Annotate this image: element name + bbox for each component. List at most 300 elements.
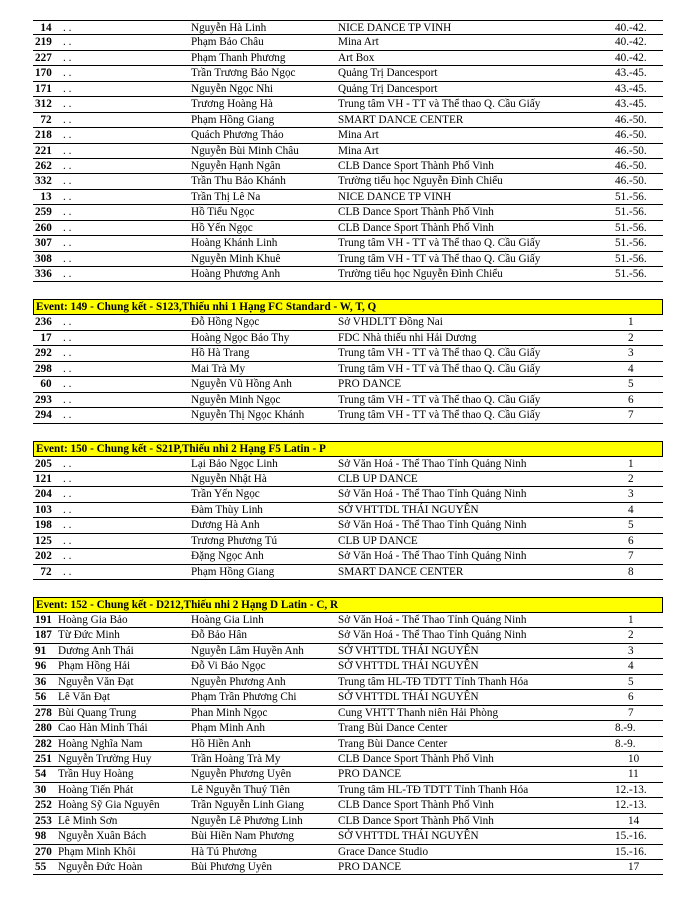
start-number: 170 <box>35 67 52 80</box>
partner-2-name: Quách Phương Thảo <box>191 129 284 142</box>
result-row <box>33 845 663 860</box>
partner-1-name: Lê Minh Sơn <box>58 814 118 827</box>
result-row <box>33 82 663 97</box>
start-number: 205 <box>35 457 52 470</box>
club-name: NICE DANCE TP VINH <box>338 190 452 203</box>
start-number: 332 <box>35 175 52 188</box>
club-name: SỞ VHTTDL THÁI NGUYÊN <box>338 691 479 704</box>
event-section <box>33 441 663 581</box>
start-number: 54 <box>35 768 47 781</box>
result-row <box>33 377 663 392</box>
placement: 43.-45. <box>615 67 647 80</box>
result-row <box>33 675 663 690</box>
placement: 6 <box>628 393 634 406</box>
partner-2-name: Phạm Hồng Giang <box>191 565 275 578</box>
event-section <box>33 597 663 875</box>
club-name: Sở Văn Hoá - Thể Thao Tỉnh Quảng Ninh <box>338 614 527 626</box>
partner-2-name: Nguyễn Phương Uyên <box>191 768 292 781</box>
start-number: 56 <box>35 691 47 704</box>
partner-1-name: Nguyễn Văn Đạt <box>58 675 134 688</box>
partner-2-name: Phan Minh Ngọc <box>191 706 268 719</box>
club-name: NICE DANCE TP VINH <box>338 22 452 34</box>
club-name: CLB UP DANCE <box>338 472 418 485</box>
partner-1-name: . . <box>63 51 72 64</box>
placement: 7 <box>628 550 634 563</box>
partner-2-name: Phạm Bảo Châu <box>191 36 264 49</box>
result-row <box>33 236 663 251</box>
placement: 4 <box>628 660 634 673</box>
partner-1-name: . . <box>63 190 72 203</box>
partner-1-name: Nguyễn Xuân Bách <box>58 830 147 843</box>
partner-1-name: . . <box>63 534 72 547</box>
club-name: SỞ VHTTDL THÁI NGUYÊN <box>338 644 479 657</box>
results-document <box>33 20 663 875</box>
placement: 5 <box>628 378 634 391</box>
club-name: SMART DANCE CENTER <box>338 565 464 578</box>
club-name: SỞ VHTTDL THÁI NGUYÊN <box>338 660 479 673</box>
result-row <box>33 690 663 705</box>
partner-1-name: . . <box>63 472 72 485</box>
placement: 10 <box>628 752 640 765</box>
partner-1-name: Hoàng Tiến Phát <box>58 783 134 796</box>
partner-2-name: Hà Tú Phương <box>191 845 257 858</box>
result-row <box>33 457 663 472</box>
placement: 1 <box>628 457 634 470</box>
result-row <box>33 51 663 66</box>
placement: 1 <box>628 614 634 626</box>
partner-1-name: Dương Anh Thái <box>58 644 134 657</box>
club-name: Mina Art <box>338 129 379 142</box>
start-number: 13 <box>40 190 52 203</box>
placement: 51.-56. <box>615 221 647 234</box>
start-number: 55 <box>35 861 47 873</box>
partner-1-name: . . <box>63 175 72 188</box>
result-row <box>33 721 663 736</box>
result-row <box>33 767 663 782</box>
placement: 4 <box>628 503 634 516</box>
partner-2-name: Trương Phương Tú <box>191 534 278 547</box>
club-name: Art Box <box>338 51 375 64</box>
start-number: 236 <box>35 316 52 329</box>
club-name: CLB UP DANCE <box>338 534 418 547</box>
club-name: Sở Văn Hoá - Thể Thao Tỉnh Quảng Ninh <box>338 550 527 563</box>
partner-2-name: Nguyễn Nhật Hà <box>191 472 267 485</box>
start-number: 36 <box>35 675 47 688</box>
partner-1-name: . . <box>63 488 72 501</box>
partner-2-name: Nguyễn Hạnh Ngân <box>191 159 281 172</box>
partner-2-name: Đỗ Vi Bảo Ngọc <box>191 660 266 673</box>
partner-1-name: . . <box>63 36 72 49</box>
club-name: Quảng Trị Dancesport <box>338 82 438 95</box>
result-row <box>33 362 663 377</box>
partner-1-name: . . <box>63 237 72 250</box>
partner-1-name: Từ Đức Minh <box>58 629 120 642</box>
start-number: 187 <box>35 629 52 642</box>
partner-1-name: . . <box>63 550 72 563</box>
partner-2-name: Hồ Yến Ngọc <box>191 221 253 234</box>
club-name: CLB Dance Sport Thành Phố Vinh <box>338 206 494 219</box>
placement: 46.-50. <box>615 159 647 172</box>
result-row <box>33 144 663 159</box>
partner-2-name: Hoàng Khánh Linh <box>191 237 278 250</box>
partner-1-name: . . <box>63 409 72 422</box>
start-number: 72 <box>40 113 52 126</box>
event-section <box>33 299 663 423</box>
placement: 6 <box>628 691 634 704</box>
club-name: CLB Dance Sport Thành Phố Vinh <box>338 159 494 172</box>
start-number: 198 <box>35 519 52 532</box>
partner-1-name: . . <box>63 221 72 234</box>
partner-2-name: Nguyễn Minh Ngọc <box>191 393 281 406</box>
partner-1-name: . . <box>63 503 72 516</box>
start-number: 219 <box>35 36 52 49</box>
partner-1-name: Phạm Hồng Hải <box>58 660 131 673</box>
section-gap <box>33 424 663 441</box>
placement: 51.-56. <box>615 206 647 219</box>
result-row <box>33 549 663 564</box>
club-name: Trung tâm VH - TT và Thể thao Q. Cầu Giấy <box>338 393 541 406</box>
partner-1-name: . . <box>63 129 72 142</box>
start-number: 336 <box>35 268 52 280</box>
result-row <box>33 128 663 143</box>
club-name: PRO DANCE <box>338 378 402 391</box>
partner-2-name: Nguyễn Lê Phương Linh <box>191 814 303 827</box>
partner-2-name: Bùi Phương Uyên <box>191 861 272 873</box>
club-name: Trường tiểu học Nguyễn Đình Chiểu <box>338 268 503 280</box>
result-row <box>33 628 663 643</box>
placement: 46.-50. <box>615 129 647 142</box>
partner-1-name: Hoàng Sỹ Gia Nguyên <box>58 799 160 812</box>
club-name: CLB Dance Sport Thành Phố Vinh <box>338 752 494 765</box>
placement: 8.-9. <box>615 737 636 750</box>
club-name: SỞ VHTTDL THÁI NGUYÊN <box>338 830 479 843</box>
partner-1-name: . . <box>63 98 72 111</box>
partner-2-name: Hoàng Phương Anh <box>191 268 281 280</box>
placement: 4 <box>628 362 634 375</box>
start-number: 30 <box>35 783 47 796</box>
club-name: Trung tâm HL-TĐ TDTT Tỉnh Thanh Hóa <box>338 783 529 796</box>
start-number: 221 <box>35 144 52 157</box>
club-name: Sở Văn Hoá - Thể Thao Tỉnh Quảng Ninh <box>338 629 527 642</box>
placement: 40.-42. <box>615 51 647 64</box>
result-row <box>33 565 663 580</box>
partner-2-name: Phạm Hồng Giang <box>191 113 275 126</box>
club-name: Trung tâm HL-TĐ TDTT Tỉnh Thanh Hóa <box>338 675 529 688</box>
start-number: 282 <box>35 737 52 750</box>
placement: 2 <box>628 331 634 344</box>
placement: 3 <box>628 488 634 501</box>
start-number: 72 <box>40 565 52 578</box>
partner-2-name: Phạm Thanh Phương <box>191 51 286 64</box>
result-row <box>33 221 663 236</box>
start-number: 125 <box>35 534 52 547</box>
partner-1-name: . . <box>63 362 72 375</box>
start-number: 262 <box>35 159 52 172</box>
partner-2-name: Đỗ Bảo Hân <box>191 629 247 642</box>
partner-2-name: Hoàng Gia Linh <box>191 614 264 626</box>
start-number: 312 <box>35 98 52 111</box>
club-name: Trung tâm VH - TT và Thể thao Q. Cầu Giấy <box>338 409 541 422</box>
placement: 6 <box>628 534 634 547</box>
result-row <box>33 393 663 408</box>
partner-1-name: . . <box>63 457 72 470</box>
partner-2-name: Đàm Thùy Linh <box>191 503 263 516</box>
club-name: Mina Art <box>338 144 379 157</box>
result-row <box>33 534 663 549</box>
partner-2-name: Lại Bảo Ngọc Linh <box>191 457 278 470</box>
club-name: Sở Văn Hoá - Thể Thao Tỉnh Quảng Ninh <box>338 457 527 470</box>
club-name: Sở VHDLTT Đồng Nai <box>338 316 443 329</box>
club-name: Trung tâm VH - TT và Thể thao Q. Cầu Giấy <box>338 98 541 111</box>
partner-2-name: Mai Trà My <box>191 362 246 375</box>
partner-2-name: Trần Hoàng Trà My <box>191 752 281 765</box>
start-number: 191 <box>35 614 52 626</box>
club-name: PRO DANCE <box>338 861 402 873</box>
partner-1-name: Nguyễn Trường Huy <box>58 752 152 765</box>
partner-1-name: Cao Hàn Minh Thái <box>58 722 148 735</box>
club-name: Grace Dance Studio <box>338 845 429 858</box>
placement: 46.-50. <box>615 175 647 188</box>
placement: 7 <box>628 706 634 719</box>
result-row <box>33 783 663 798</box>
partner-1-name: . . <box>63 519 72 532</box>
placement: 8.-9. <box>615 722 636 735</box>
club-name: CLB Dance Sport Thành Phố Vinh <box>338 814 494 827</box>
club-name: Trang Bùi Dance Center <box>338 737 448 750</box>
result-row <box>33 113 663 128</box>
partner-2-name: Nguyễn Hà Linh <box>191 22 267 34</box>
result-row <box>33 66 663 81</box>
placement: 46.-50. <box>615 113 647 126</box>
result-row <box>33 267 663 282</box>
result-row <box>33 487 663 502</box>
start-number: 308 <box>35 252 52 265</box>
placement: 5 <box>628 675 634 688</box>
start-number: 294 <box>35 409 52 422</box>
partner-2-name: Trần Thu Bảo Khánh <box>191 175 286 188</box>
result-row <box>33 35 663 50</box>
event-header: Event: 149 - Chung kết - S123,Thiếu nhi 1 Hạng FC Standard - W, T, Q <box>33 299 663 315</box>
partner-1-name: . . <box>63 22 72 34</box>
partner-1-name: Nguyễn Đức Hoàn <box>58 861 143 873</box>
start-number: 293 <box>35 393 52 406</box>
partner-2-name: Nguyễn Vũ Hồng Anh <box>191 378 292 391</box>
partner-1-name: Hoàng Gia Bảo <box>58 614 128 626</box>
partner-2-name: Nguyễn Ngọc Nhi <box>191 82 274 95</box>
partner-2-name: Trương Hoàng Hà <box>191 98 273 111</box>
placement: 14 <box>628 814 640 827</box>
result-row <box>33 97 663 112</box>
placement: 17 <box>628 861 640 873</box>
partner-2-name: Phạm Minh Anh <box>191 722 265 735</box>
start-number: 307 <box>35 237 52 250</box>
result-row <box>33 159 663 174</box>
placement: 1 <box>628 316 634 329</box>
result-row <box>33 814 663 829</box>
result-row <box>33 706 663 721</box>
partner-2-name: Đặng Ngọc Anh <box>191 550 264 563</box>
section-gap <box>33 580 663 597</box>
result-row <box>33 331 663 346</box>
result-row <box>33 798 663 813</box>
partner-2-name: Lê Nguyễn Thuý Tiên <box>191 783 290 796</box>
partner-1-name: . . <box>63 316 72 329</box>
result-row <box>33 613 663 628</box>
club-name: Quảng Trị Dancesport <box>338 67 438 80</box>
club-name: SỞ VHTTDL THÁI NGUYÊN <box>338 503 479 516</box>
placement: 11 <box>628 768 639 781</box>
event-section <box>33 20 663 282</box>
placement: 46.-50. <box>615 144 647 157</box>
placement: 8 <box>628 565 634 578</box>
result-row <box>33 174 663 189</box>
placement: 12.-13. <box>615 783 647 796</box>
result-row <box>33 752 663 767</box>
partner-1-name: Lê Văn Đạt <box>58 691 110 704</box>
start-number: 91 <box>35 644 47 657</box>
placement: 2 <box>628 472 634 485</box>
partner-2-name: Hoàng Ngọc Bảo Thy <box>191 331 290 344</box>
partner-1-name: Bùi Quang Trung <box>58 706 137 719</box>
event-header: Event: 150 - Chung kết - S21P,Thiếu nhi 2 Hạng F5 Latin - P <box>33 441 663 457</box>
partner-2-name: Nguyễn Minh Khuê <box>191 252 281 265</box>
start-number: 252 <box>35 799 52 812</box>
club-name: Trung tâm VH - TT và Thể thao Q. Cầu Giấy <box>338 237 541 250</box>
club-name: Trường tiểu học Nguyễn Đình Chiểu <box>338 175 503 188</box>
partner-2-name: Nguyễn Lâm Huyền Anh <box>191 644 304 657</box>
event-header: Event: 152 - Chung kết - D212,Thiếu nhi 2 Hạng D Latin - C, R <box>33 597 663 613</box>
result-row <box>33 659 663 674</box>
placement: 2 <box>628 629 634 642</box>
club-name: Trung tâm VH - TT và Thể thao Q. Cầu Giấy <box>338 252 541 265</box>
start-number: 202 <box>35 550 52 563</box>
placement: 51.-56. <box>615 190 647 203</box>
partner-1-name: Trần Huy Hoàng <box>58 768 134 781</box>
start-number: 270 <box>35 845 52 858</box>
result-row <box>33 205 663 220</box>
placement: 43.-45. <box>615 82 647 95</box>
start-number: 218 <box>35 129 52 142</box>
placement: 15.-16. <box>615 845 647 858</box>
placement: 51.-56. <box>615 252 647 265</box>
result-row <box>33 737 663 752</box>
partner-1-name: . . <box>63 144 72 157</box>
result-row <box>33 252 663 267</box>
partner-2-name: Hồ Hà Trang <box>191 347 250 360</box>
result-row <box>33 829 663 844</box>
result-row <box>33 503 663 518</box>
start-number: 292 <box>35 347 52 360</box>
partner-2-name: Nguyễn Thị Ngọc Khánh <box>191 409 305 422</box>
partner-1-name: . . <box>63 206 72 219</box>
partner-1-name: . . <box>63 67 72 80</box>
partner-1-name: . . <box>63 347 72 360</box>
start-number: 298 <box>35 362 52 375</box>
result-row <box>33 860 663 875</box>
start-number: 96 <box>35 660 47 673</box>
placement: 15.-16. <box>615 830 647 843</box>
start-number: 121 <box>35 472 52 485</box>
result-row <box>33 346 663 361</box>
club-name: Sở Văn Hoá - Thể Thao Tỉnh Quảng Ninh <box>338 519 527 532</box>
partner-1-name: . . <box>63 378 72 391</box>
partner-1-name: . . <box>63 331 72 344</box>
start-number: 103 <box>35 503 52 516</box>
start-number: 14 <box>40 22 52 34</box>
partner-2-name: Hồ Tiểu Ngọc <box>191 206 255 219</box>
club-name: FDC Nhà thiếu nhi Hải Dương <box>338 331 477 344</box>
club-name: Trung tâm VH - TT và Thể thao Q. Cầu Giấy <box>338 362 541 375</box>
placement: 51.-56. <box>615 268 647 280</box>
partner-2-name: Nguyễn Bùi Minh Châu <box>191 144 299 157</box>
result-row <box>33 190 663 205</box>
club-name: Mina Art <box>338 36 379 49</box>
partner-1-name: . . <box>63 393 72 406</box>
start-number: 204 <box>35 488 52 501</box>
result-row <box>33 315 663 330</box>
club-name: Cung VHTT Thanh niên Hải Phòng <box>338 706 499 719</box>
start-number: 171 <box>35 82 52 95</box>
partner-2-name: Dương Hà Anh <box>191 519 260 532</box>
partner-1-name: . . <box>63 565 72 578</box>
partner-1-name: . . <box>63 82 72 95</box>
partner-2-name: Trần Trương Bảo Ngọc <box>191 67 296 80</box>
partner-2-name: Nguyễn Phương Anh <box>191 675 286 688</box>
partner-1-name: . . <box>63 159 72 172</box>
result-row <box>33 518 663 533</box>
partner-1-name: Hoàng Nghĩa Nam <box>58 737 143 750</box>
placement: 3 <box>628 347 634 360</box>
result-row <box>33 472 663 487</box>
start-number: 17 <box>40 331 52 344</box>
start-number: 98 <box>35 830 47 843</box>
start-number: 253 <box>35 814 52 827</box>
result-row <box>33 408 663 423</box>
club-name: CLB Dance Sport Thành Phố Vinh <box>338 799 494 812</box>
club-name: SMART DANCE CENTER <box>338 113 464 126</box>
start-number: 260 <box>35 221 52 234</box>
club-name: Trung tâm VH - TT và Thể thao Q. Cầu Giấy <box>338 347 541 360</box>
placement: 40.-42. <box>615 22 647 34</box>
placement: 12.-13. <box>615 799 647 812</box>
club-name: Trang Bùi Dance Center <box>338 722 448 735</box>
placement: 43.-45. <box>615 98 647 111</box>
partner-1-name: . . <box>63 252 72 265</box>
placement: 3 <box>628 644 634 657</box>
result-row <box>33 644 663 659</box>
start-number: 280 <box>35 722 52 735</box>
placement: 51.-56. <box>615 237 647 250</box>
partner-2-name: Trần Nguyễn Linh Giang <box>191 799 305 812</box>
partner-2-name: Phạm Trần Phương Chi <box>191 691 297 704</box>
section-gap <box>33 282 663 299</box>
partner-2-name: Hồ Hiền Anh <box>191 737 251 750</box>
placement: 7 <box>628 409 634 422</box>
placement: 5 <box>628 519 634 532</box>
club-name: Sở Văn Hoá - Thể Thao Tỉnh Quảng Ninh <box>338 488 527 501</box>
partner-1-name: . . <box>63 113 72 126</box>
start-number: 259 <box>35 206 52 219</box>
club-name: PRO DANCE <box>338 768 402 781</box>
club-name: CLB Dance Sport Thành Phố Vinh <box>338 221 494 234</box>
partner-2-name: Trần Yến Ngọc <box>191 488 260 501</box>
start-number: 227 <box>35 51 52 64</box>
start-number: 278 <box>35 706 52 719</box>
partner-2-name: Đỗ Hồng Ngọc <box>191 316 260 329</box>
partner-1-name: . . <box>63 268 72 280</box>
result-row <box>33 20 663 35</box>
start-number: 60 <box>40 378 52 391</box>
